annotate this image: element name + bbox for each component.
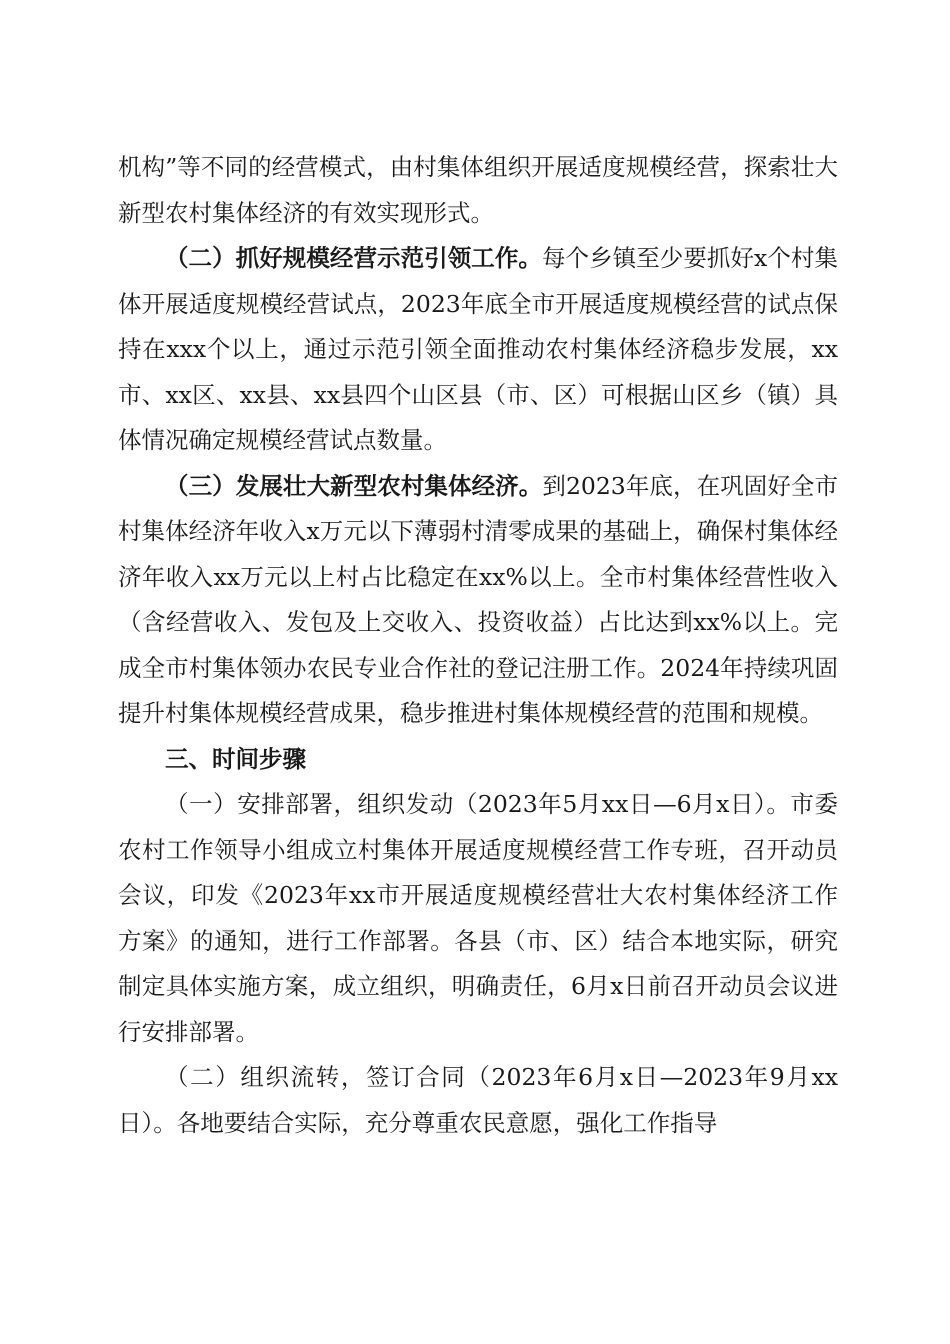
paragraph-text: 到2023年底，在巩固好全市村集体经济年收入x万元以下薄弱村清零成果的基础上，确保村集体经济年收入xx万元以上村占比稳定在xx%以上。全市村集体经营性收入（含经营收入、发包及上交收入、投资收益）占比达到xx%以上。完成全市村集体领办农民专业合作社的登记注册工作。2024年持续巩固提升村集体规模经营成果，稳步推进村集体规模经营的范围和规模。 — [118, 471, 839, 727]
section-heading-text: 三、时间步骤 — [165, 744, 306, 773]
paragraph-lead-in: （二）抓好规模经营示范引领工作。 — [165, 244, 542, 272]
paragraph-lead-in: （三）发展壮大新型农村集体经济。 — [165, 471, 543, 500]
paragraph-text: 每个乡镇至少要抓好x个村集体开展适度规模经营试点，2023年底全市开展适度规模经营的试点保持在xxx个以上，通过示范引领全面推动农村集体经济稳步发展，xx市、xx区、xx县、xx县四个山区县（市、区）可根据山区乡（镇）具体情况确定规模经营试点数量。 — [118, 244, 838, 454]
paragraph-text: 机构”等不同的经营模式，由村集体组织开展适度规模经营，探索壮大新型农村集体经济的有效实现形式。 — [118, 153, 838, 227]
document-body — [118, 145, 838, 1146]
paragraph-text: （一）安排部署，组织发动（2023年5月xx日—6月x日）。市委农村工作领导小组成立村集体开展适度规模经营工作专班，召开动员会议，印发《2023年xx市开展适度规模经营壮大农村集体经济工作方案》的通知，进行工作部署。各县（市、区）结合本地实际，研究制定具体实施方案，成立组织，明确责任，6月x日前召开动员会议进行安排部署。 — [118, 790, 838, 1046]
paragraph-demonstration — [118, 236, 838, 464]
paragraph-deployment — [118, 782, 838, 1055]
paragraph-text: （二）组织流转，签订合同（2023年6月x日—2023年9月xx日）。各地要结合实际，充分尊重农民意愿，强化工作指导 — [118, 1063, 838, 1137]
section-heading-time-steps — [118, 737, 838, 783]
paragraph-collective-economy — [118, 464, 838, 737]
paragraph-continuation — [118, 145, 838, 236]
paragraph-contract — [118, 1055, 838, 1146]
